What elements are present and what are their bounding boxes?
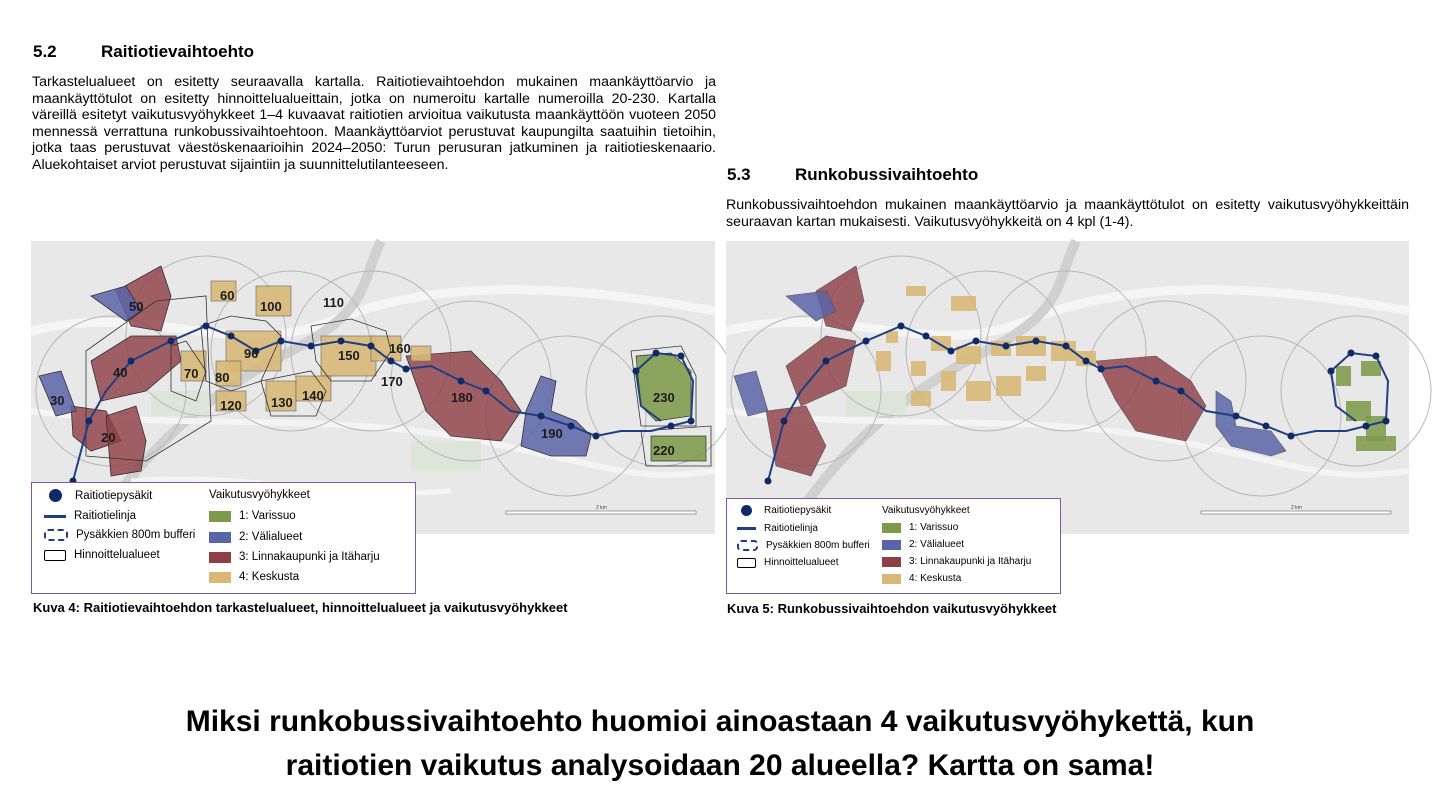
map-legend [31,482,416,594]
legend-stops-label: Raitiotiepysäkit [75,489,153,502]
buffer-icon [737,540,758,551]
legend-zone-2 [882,539,964,550]
legend-zone-label: 2: Välialueet [909,539,965,550]
pricing-area-icon [44,550,66,561]
legend-line [44,510,136,522]
legend-zone-label: 4: Keskusta [909,573,962,584]
right-section-heading [727,165,978,185]
zone-label: 30 [50,393,65,408]
right-paragraph: Runkobussivaihtoehdon mukainen maankäyttöarvio ja maankäyttötulot on esitetty vaikutusvyöhykkeittäin seuraavan kartan mukaisesti. Vaikutusvyöhykkeitä on 4 kpl (1-4). [726,197,1409,230]
zone-label: 50 [129,299,144,314]
legend-zones-title-text: Vaikutusvyöhykkeet [882,505,970,516]
legend-zone-2 [209,531,302,543]
right-caption: Kuva 5: Runkobussivaihtoehdon vaikutusvyöhykkeet [727,601,1057,616]
legend-line [737,523,818,534]
legend-zone-label: 3: Linnakaupunki ja Itäharju [239,551,380,563]
left-section-heading [33,42,254,62]
zone-label: 130 [271,395,293,410]
zone-swatch [209,572,231,583]
zone-label: 90 [244,346,259,361]
buffer-icon [44,529,68,541]
zone-label: 120 [220,398,242,413]
legend-zone-1 [882,522,958,533]
legend-line-label: Raitiotielinja [74,510,137,522]
legend-zone-1 [209,510,296,522]
legend-zone-4 [882,573,961,584]
zone-label: 100 [260,299,282,314]
legend-pricing-areas [44,549,160,561]
line-icon [737,527,756,530]
question-line-2: raitiotien vaikutus analysoidaan 20 alueella? Kartta on sama! [285,749,1155,782]
left-section-number: 5.2 [33,42,57,61]
legend-line-label: Raitiotielinja [764,523,818,534]
stop-icon [49,489,62,502]
zone-label: 190 [541,426,563,441]
legend-buffer [737,540,870,551]
legend-zone-3 [882,556,1031,567]
legend-stops [44,489,152,502]
zone-label: 110 [323,295,344,310]
left-section-title: Raitiotievaihtoehto [101,42,255,61]
zone-label: 60 [220,288,235,303]
zone-label: 180 [451,390,473,405]
legend-buffer-label: Pysäkkien 800m bufferi [76,529,196,541]
zone-swatch [209,552,231,563]
legend-zone-label: 4: Keskusta [239,571,300,583]
zone-swatch [882,557,901,567]
stop-icon [741,505,752,516]
legend-zone-3 [209,551,380,563]
legend-stops-label: Raitiotiepysäkit [764,505,832,516]
zone-swatch [882,574,901,584]
right-section-number: 5.3 [727,165,751,184]
scale-label: 2 km [596,505,607,511]
question-line-1: Miksi runkobussivaihtoehto huomioi ainoastaan 4 vaikutusvyöhykettä, kun [185,705,1255,738]
legend-zone-label: 1: Varissuo [239,510,296,522]
left-paragraph: Tarkastelualueet on esitetty seuraavalla kartalla. Raitiotievaihtoehdon mukainen maankäyttöarvio ja maankäyttötulot on esitetty hinnoittelualueittain, jotka on numeroitu kartalle numeroilla 20-230. Kartalla väreillä esitetyt vaikutusvyöhykkeet 1–4 kuvaavat raitiotien arvioitua vaikutusta maankäyttöön vuoteen 2050 mennessä verrattuna runkobussivaihtoehtoon. Maankäyttöarviot perustuvat kaupungilta saatuihin tietoihin, jotka taas perustuvat väestöskenaarioihin 2024–2050: Turun perusuran jatkuminen ja raitiotieskenaario. Aluekohtaiset arviot perustuvat sijaintiin ja suunnittelutilanteeseen. [32,74,716,173]
line-icon [44,515,66,518]
zone-label: 80 [215,370,230,385]
zone-label: 220 [653,443,675,458]
zone-label: 150 [338,348,360,363]
legend-pricing-label: Hinnoittelualueet [764,557,839,568]
scale-label: 2 km [1291,505,1302,511]
legend-zone-label: 3: Linnakaupunki ja Itäharju [909,556,1032,567]
zone-label: 160 [389,341,411,356]
zone-swatch [209,511,231,522]
right-map-canvas [726,241,1409,534]
legend-zones-title [209,489,310,501]
legend-pricing-label: Hinnoittelualueet [74,549,160,561]
zone-label: 20 [101,430,116,445]
left-caption: Kuva 4: Raitiotievaihtoehdon tarkastelualueet, hinnoittelualueet ja vaikutusvyöhykkeet [33,600,568,615]
zone-label: 230 [653,390,675,405]
legend-zones-title [882,505,970,516]
legend-zone-4 [209,571,299,583]
zone-swatch [882,540,901,550]
right-section-title: Runkobussivaihtoehto [795,165,979,184]
zone-swatch [209,532,231,543]
pricing-area-icon [737,558,756,568]
legend-buffer-label: Pysäkkien 800m bufferi [766,540,870,551]
right-map [726,241,1409,584]
map-legend [726,498,1061,594]
legend-stops [737,505,831,516]
left-map [31,241,715,583]
zone-label: 170 [381,374,403,389]
zone-label: 40 [113,365,128,380]
zone-label: 140 [302,388,324,403]
zone-swatch [882,523,901,533]
zone-label: 70 [184,366,199,381]
legend-buffer [44,529,195,541]
legend-zone-label: 1: Varissuo [909,522,959,533]
legend-zone-label: 2: Välialueet [239,531,303,543]
legend-pricing-areas [737,557,839,568]
question-text [0,700,1440,788]
legend-zones-title-text: Vaikutusvyöhykkeet [209,489,310,501]
